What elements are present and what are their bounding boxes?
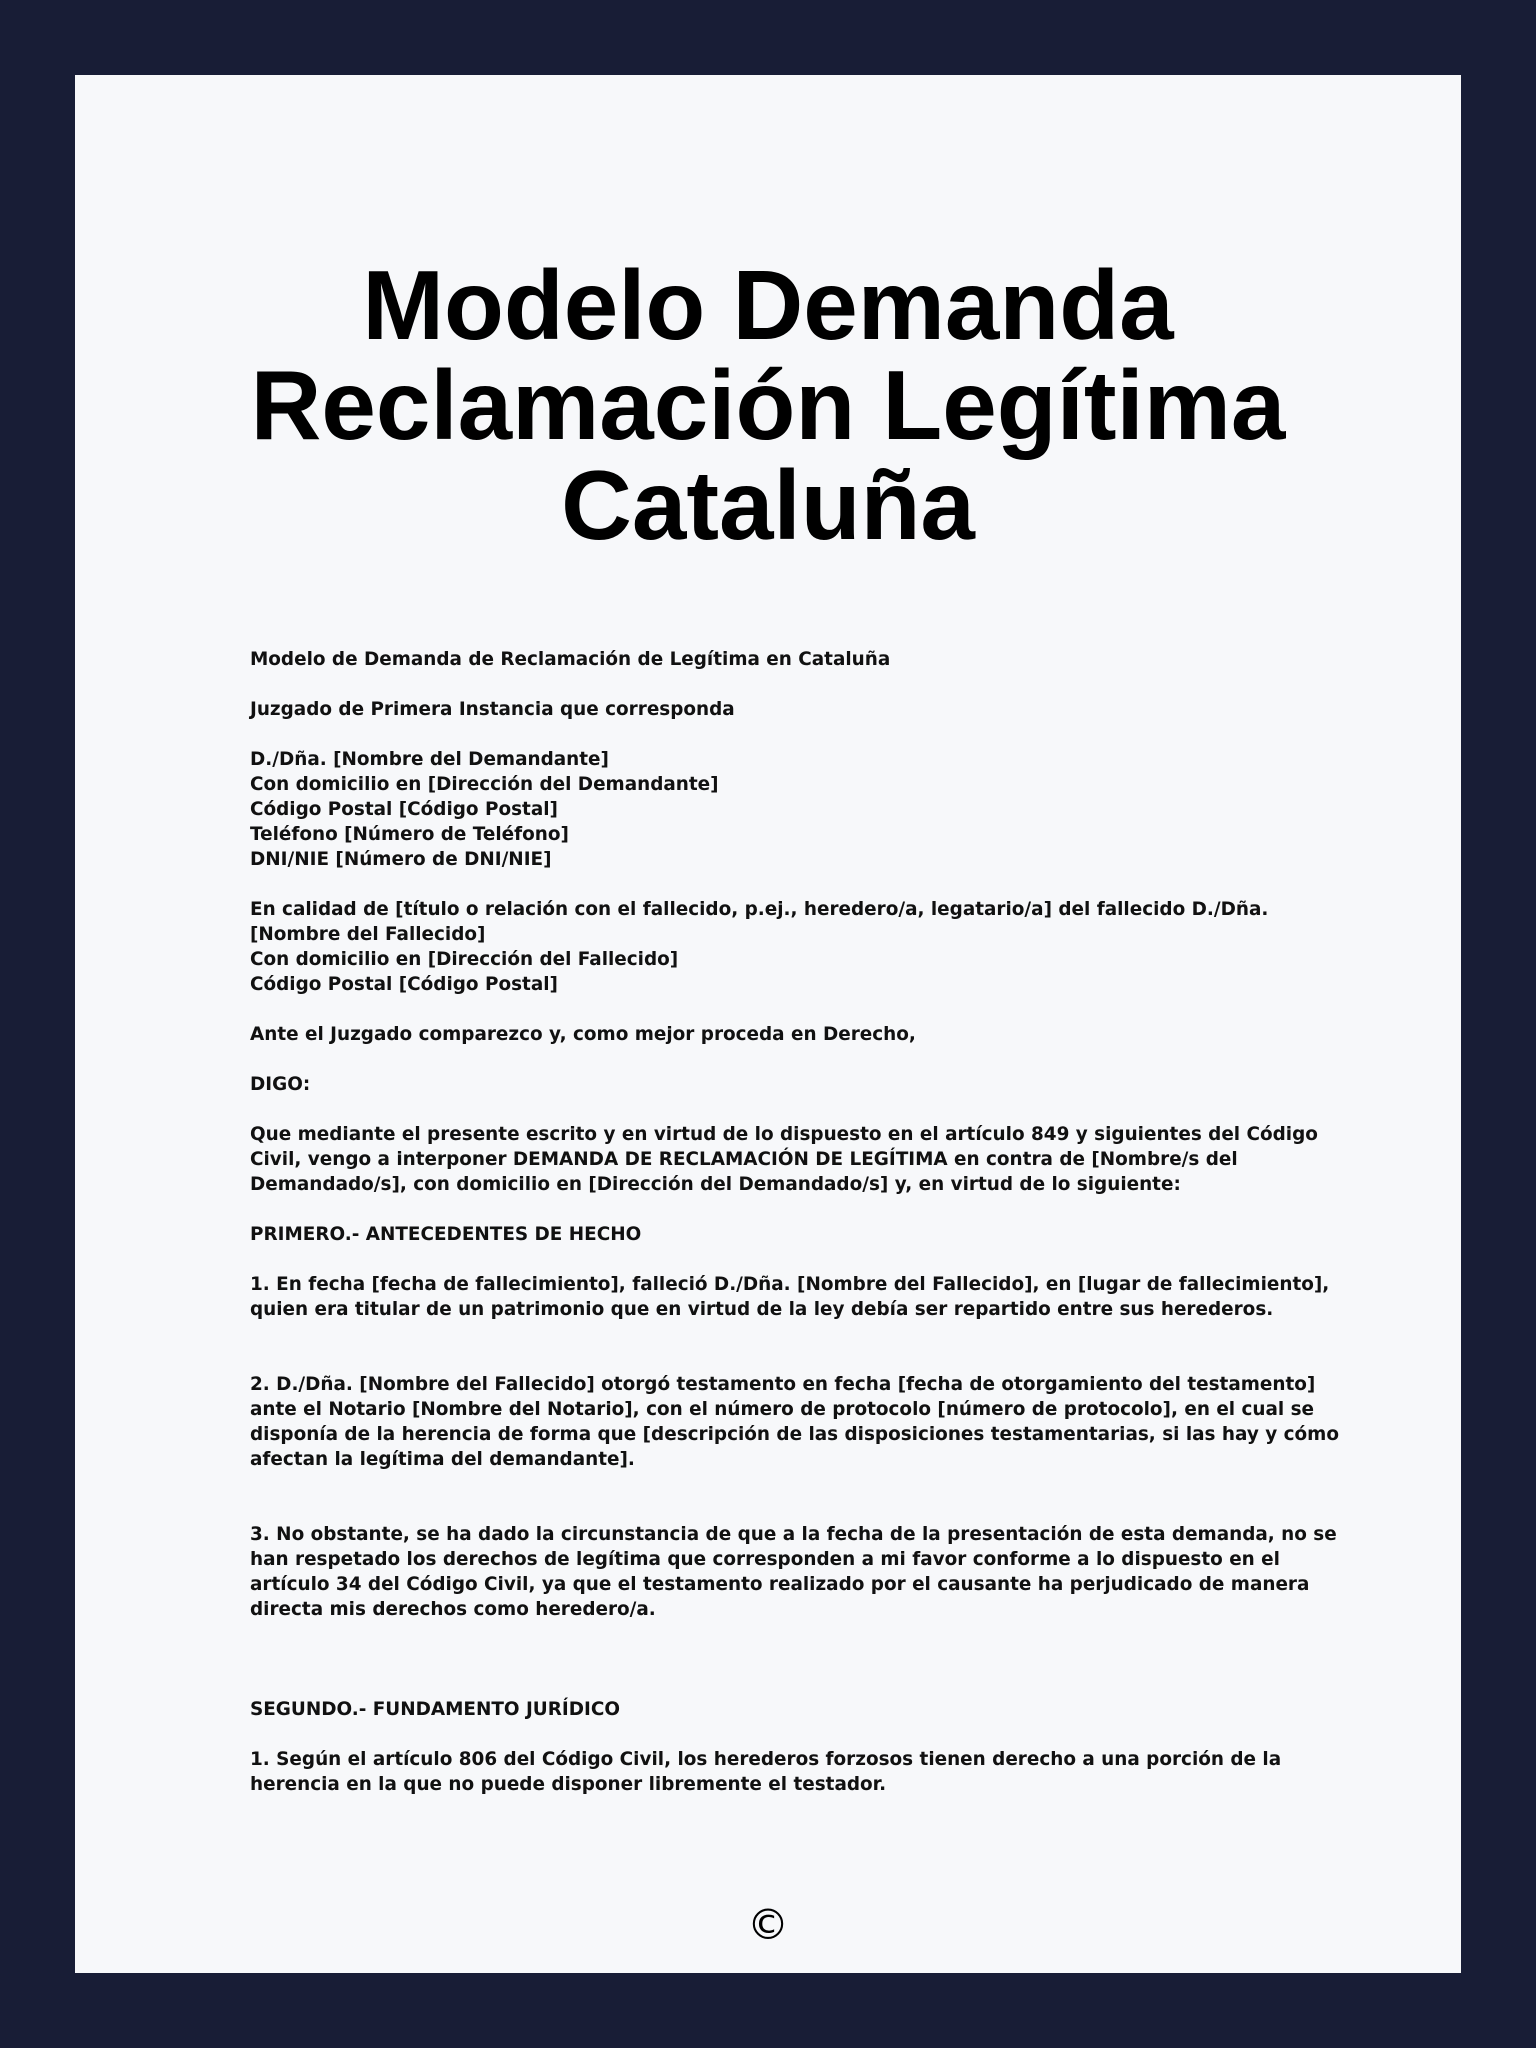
appearance-line: Ante el Juzgado comparezco y, como mejor proceda en Derecho, <box>250 1024 916 1045</box>
court-line: Juzgado de Primera Instancia que corresponda <box>250 699 735 720</box>
legal-paragraph-1: 1. Según el artículo 806 del Código Civil, los herederos forzosos tienen derecho a una porción de la herencia en la que no puede disponer libremente el testador. <box>250 1749 1282 1795</box>
deceased-details: En calidad de [título o relación con el fallecido, p.ej., heredero/a, legatario/a] del fallecido D./Dña. [Nombre del Fallecido] Con domicilio en [Dirección del Fallecido] Código Postal [Código Postal] <box>250 899 1269 995</box>
plaintiff-details: D./Dña. [Nombre del Demandante] Con domicilio en [Dirección del Demandante] Código Postal [Código Postal] Teléfono [Número de Teléfono] DNI/NIE [Número de DNI/NIE] <box>250 749 719 870</box>
copyright-icon: © <box>747 1900 789 1949</box>
fact-paragraph-3: 3. No obstante, se ha dado la circunstancia de que a la fecha de la presentación de esta demanda, no se han respetado los derechos de legítima que corresponden a mi favor conforme a lo dispuesto en el artículo 34 del Código Civil, ya que el testamento realizado por el causante ha perjudicado de manera directa mis derechos como heredero/a. <box>250 1524 1337 1620</box>
claim-paragraph: Que mediante el presente escrito y en virtud de lo dispuesto en el artículo 849 y siguientes del Código Civil, vengo a interponer DEMANDA DE RECLAMACIÓN DE LEGÍTIMA en contra de [Nombre/s del Demandado/s], con domicilio en [Dirección del Demandado/s] y, en virtud de lo siguiente: <box>250 1124 1318 1195</box>
document-title <box>75 250 1461 560</box>
document-body <box>250 647 1355 1822</box>
document-page <box>75 75 1461 1973</box>
document-heading: Modelo de Demanda de Reclamación de Legítima en Cataluña <box>250 649 891 670</box>
title-line: Cataluña <box>561 450 975 560</box>
digo-line: DIGO: <box>250 1074 311 1095</box>
fact-paragraph-1: 1. En fecha [fecha de fallecimiento], falleció D./Dña. [Nombre del Fallecido], en [lugar de fallecimiento], quien era titular de un patrimonio que en virtud de la ley debía ser repartido entre sus herederos. <box>250 1274 1330 1320</box>
title-line: Reclamación Legítima <box>250 350 1286 460</box>
fact-paragraph-2: 2. D./Dña. [Nombre del Fallecido] otorgó testamento en fecha [fecha de otorgamiento del testamento] ante el Notario [Nombre del Notario], con el número de protocolo [número de protocolo], en el cual se disponía de la herencia de forma que [descripción de las disposiciones testamentarias, si las hay y cómo afectan la legítima del demandante]. <box>250 1374 1339 1470</box>
section-heading-primero: PRIMERO.- ANTECEDENTES DE HECHO <box>250 1224 642 1245</box>
section-heading-segundo: SEGUNDO.- FUNDAMENTO JURÍDICO <box>250 1699 620 1720</box>
title-line: Modelo Demanda <box>362 250 1174 360</box>
